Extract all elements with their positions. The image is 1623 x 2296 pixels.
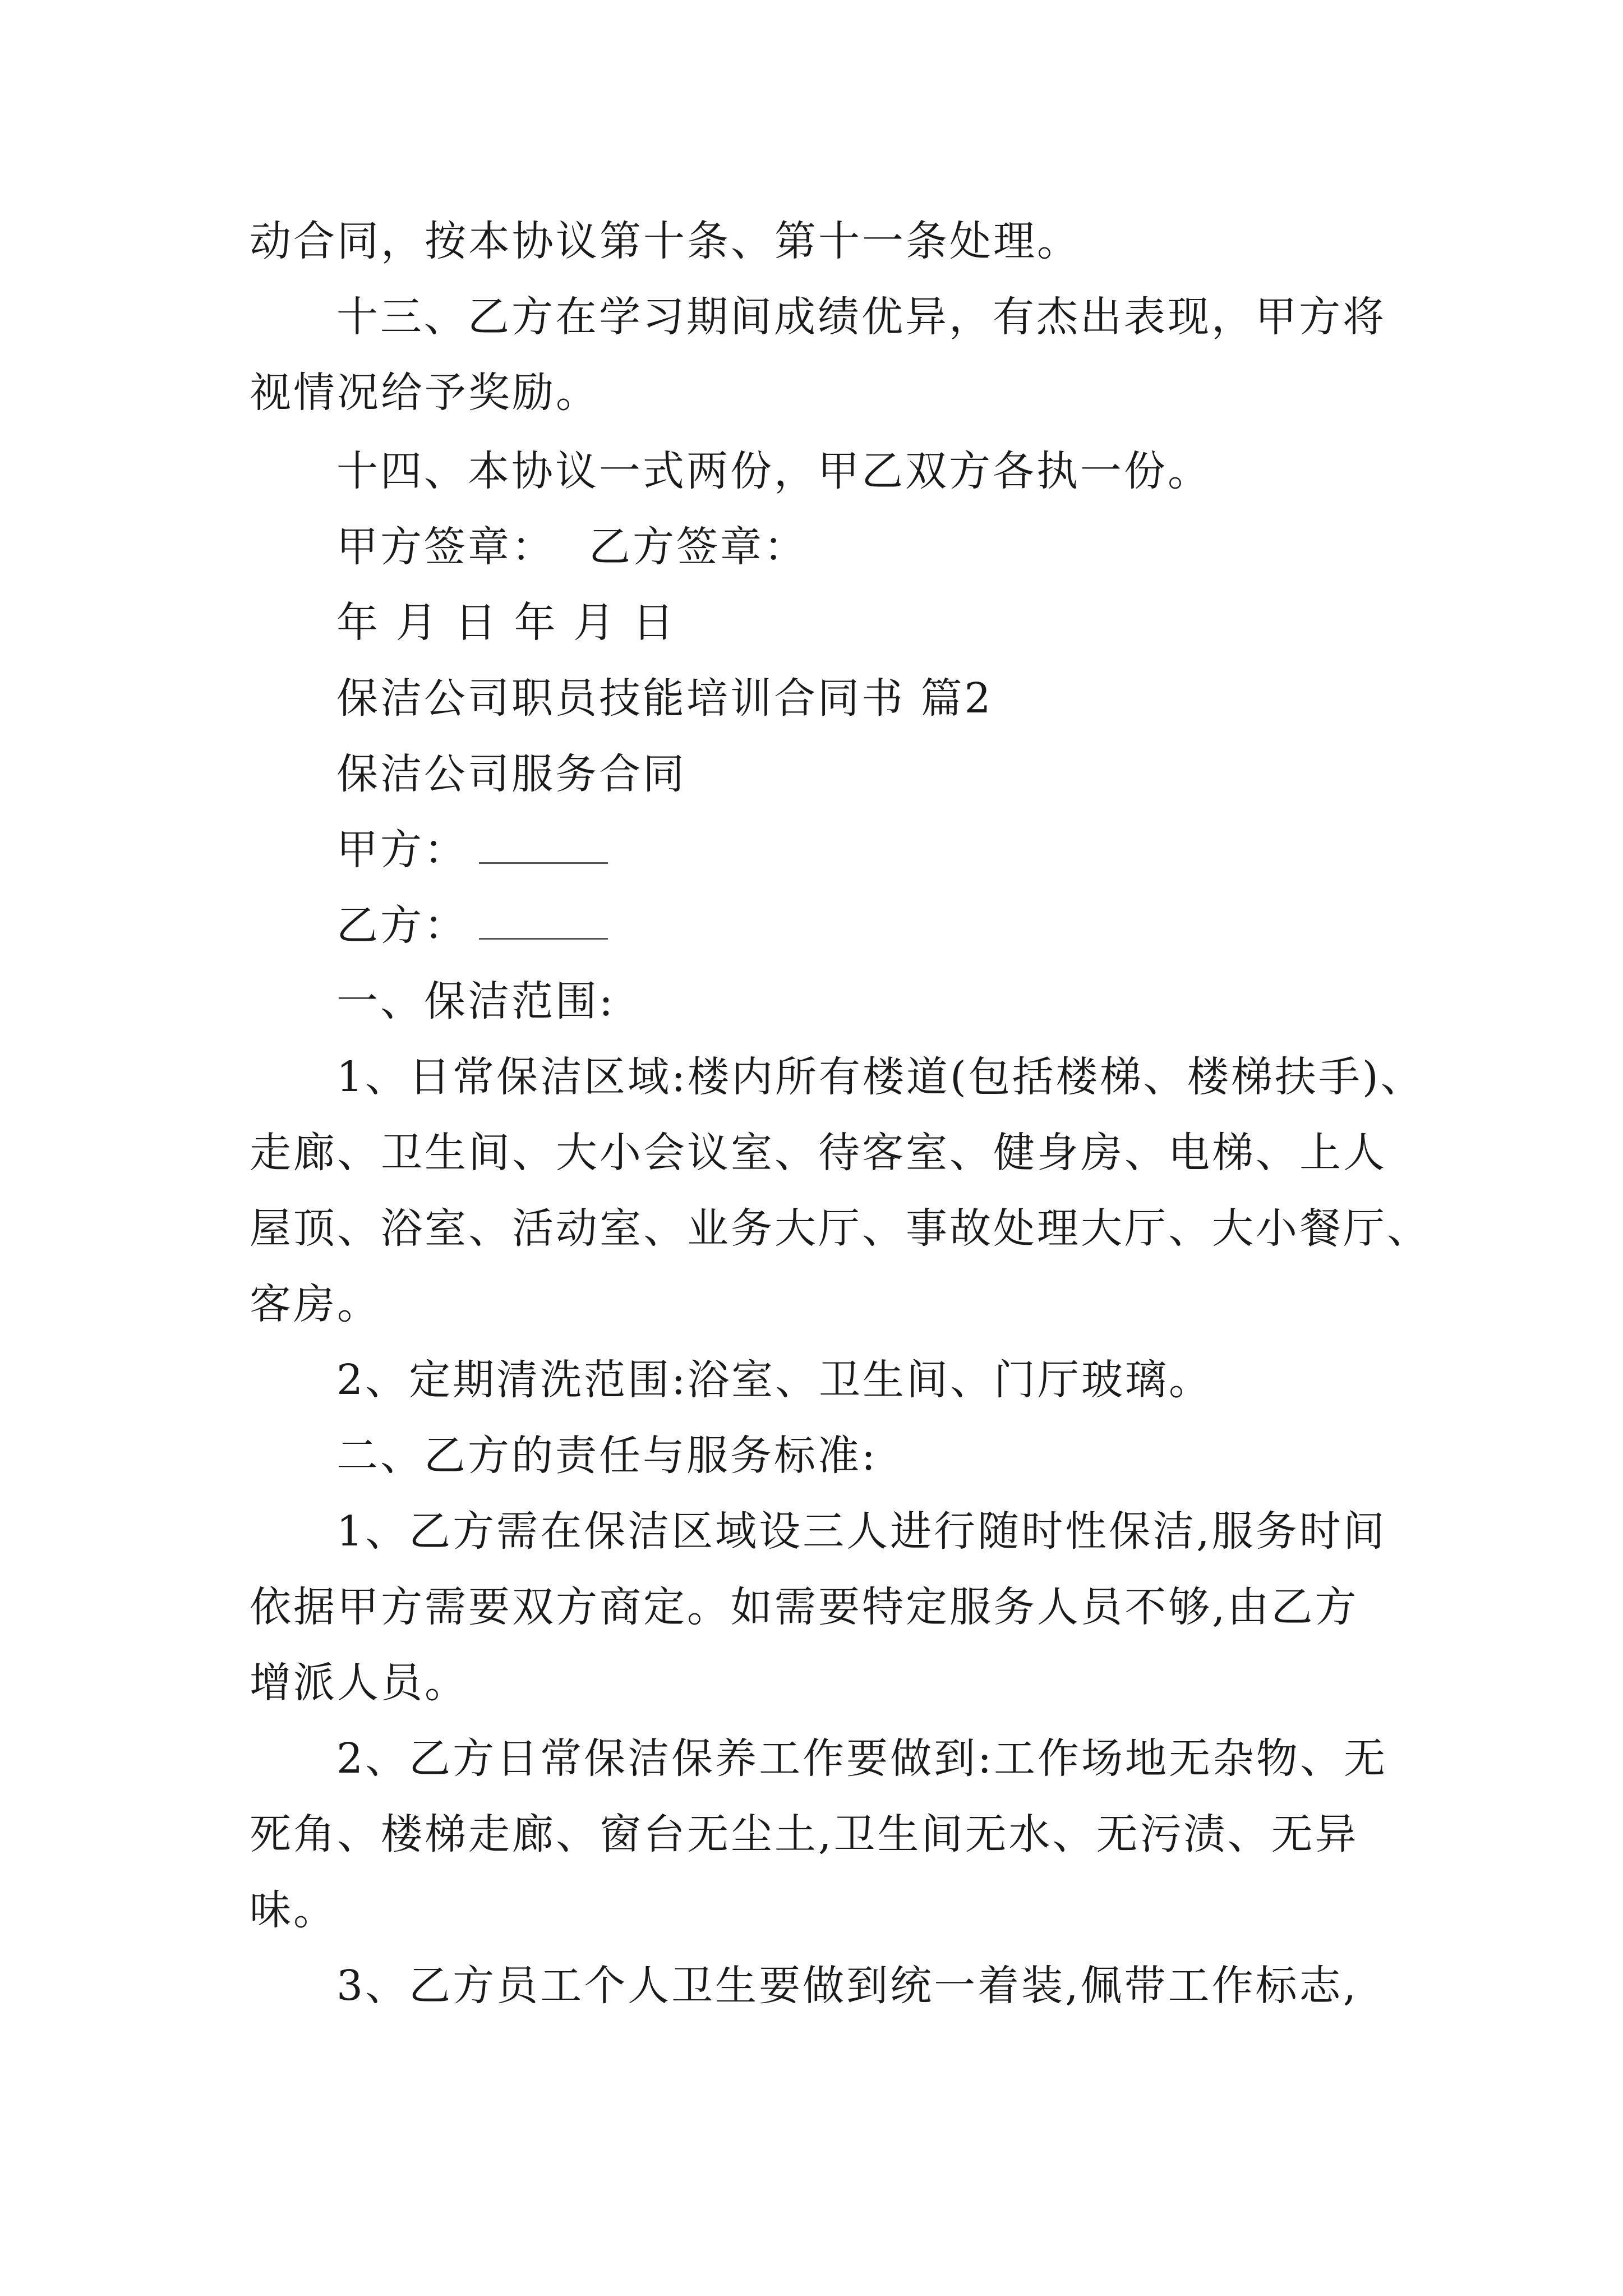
paragraph-line: 屋顶、浴室、活动室、业务大厅、事故处理大厅、大小餐厅、	[250, 1204, 1431, 1253]
paragraph-line: 2、定期清洗范围:浴室、卫生间、门厅玻璃。	[336, 1356, 1213, 1404]
paragraph-line: 走廊、卫生间、大小会议室、待客室、健身房、电梯、上人	[250, 1129, 1387, 1177]
party-a-label: 甲方：	[336, 826, 468, 874]
paragraph-line: 3、乙方员工个人卫生要做到统一着装,佩带工作标志,	[336, 1962, 1359, 2010]
paragraph-line: 十三、乙方在学习期间成绩优异，有杰出表现，甲方将	[336, 293, 1386, 341]
paragraph-line: 味。	[250, 1886, 337, 1934]
party-a-blank	[479, 829, 608, 864]
paragraph-line: 增派人员。	[250, 1659, 468, 1707]
paragraph-line: 1、乙方需在保洁区域设三人进行随时性保洁,服务时间	[336, 1507, 1387, 1556]
paragraph-line: 1、日常保洁区域:楼内所有楼道(包括楼梯、楼梯扶手)、	[336, 1053, 1424, 1101]
paragraph-line: 客房。	[250, 1280, 381, 1328]
paragraph-line: 死角、楼梯走廊、窗台无尘土,卫生间无水、无污渍、无异	[250, 1810, 1359, 1858]
paragraph-line: 视情况给予奖励。	[250, 369, 600, 417]
party-a-signature-label: 甲方签章：	[336, 523, 555, 571]
paragraph-line: 2、乙方日常保洁保养工作要做到:工作场地无杂物、无	[336, 1734, 1388, 1783]
signature-line	[336, 519, 808, 575]
party-b-field	[336, 898, 608, 954]
party-b-blank	[479, 904, 608, 940]
paragraph-line: 十四、本协议一式两份，甲乙双方各执一份。	[336, 447, 1211, 495]
contract-title: 保洁公司服务合同	[336, 750, 686, 798]
party-b-signature-label: 乙方签章：	[589, 523, 808, 571]
party-b-label: 乙方：	[336, 901, 468, 950]
paragraph-line: 动合同，按本协议第十条、第十一条处理。	[250, 217, 1081, 265]
heading-line: 二、乙方的责任与服务标准:	[336, 1432, 878, 1480]
heading-line: 一、保洁范围:	[336, 977, 615, 1025]
section-title: 保洁公司职员技能培训合同书 篇2	[336, 674, 993, 723]
party-a-field	[336, 822, 608, 878]
paragraph-line: 依据甲方需要双方商定。如需要特定服务人员不够,由乙方	[250, 1583, 1359, 1631]
date-line: 年 月 日 年 月 日	[336, 599, 676, 647]
